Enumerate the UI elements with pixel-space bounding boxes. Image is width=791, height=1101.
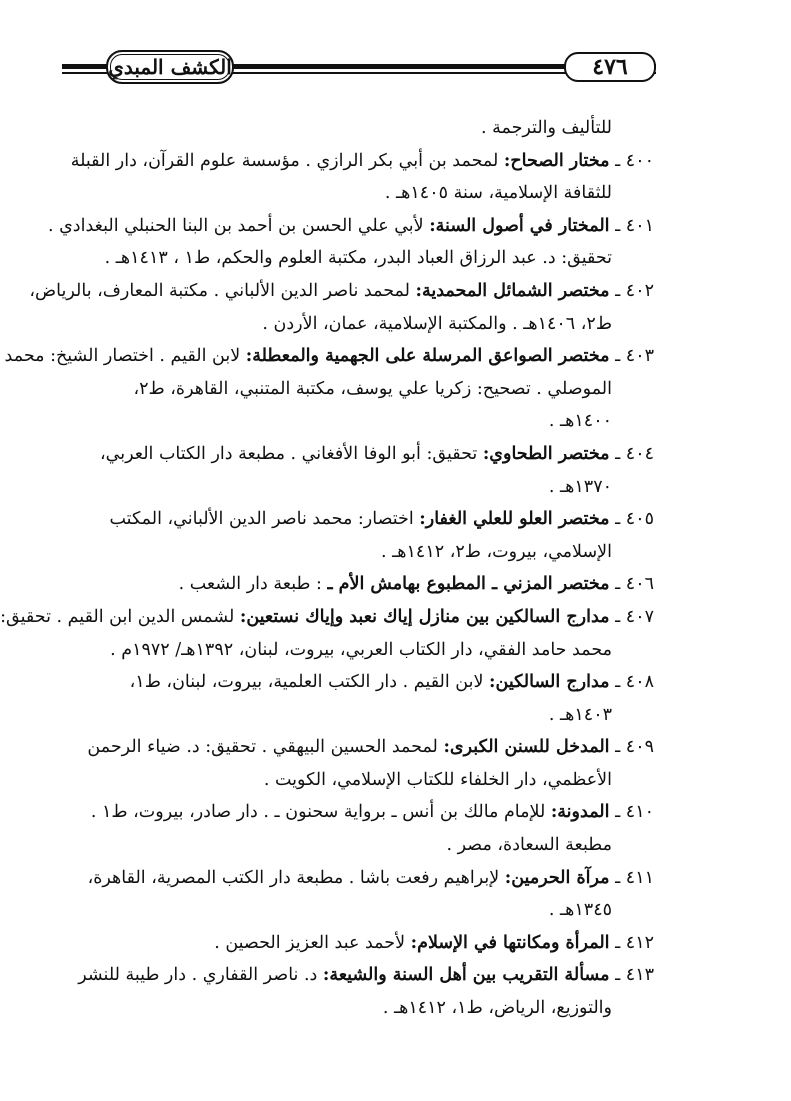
entry-first-line (60, 568, 654, 601)
entry-continuation-line: الأعظمي، دار الخلفاء للكتاب الإسلامي، الكويت . (263, 769, 612, 790)
entry-title: مختصر المزني ـ المطبوع بهامش الأم ـ (327, 574, 610, 595)
bibliography-entry (47, 210, 654, 275)
entry-number: ٤٠٩ ـ (615, 737, 654, 758)
entry-number: ٤٠٣ ـ (615, 346, 654, 367)
intro-line-text: للتأليف والترجمة . (480, 118, 612, 138)
bibliography-entry (0, 601, 654, 666)
entry-continuation-line: ط٢، ١٤٠٦هـ . والمكتبة الإسلامية، عمان، الأردن . (262, 313, 612, 334)
bibliography-entry (29, 275, 654, 340)
entry-text: لأحمد عبد العزيز الحصين . (214, 932, 411, 953)
entry-first-line (60, 862, 654, 895)
entry-text: د. ناصر القفاري . دار طيبة للنشر (78, 965, 323, 986)
bibliography-entry (60, 145, 654, 210)
entry-continuation-line: الإسلامي، بيروت، ط٢، ١٤١٢هـ . (381, 541, 612, 562)
entry-number: ٤١٣ ـ (615, 965, 654, 986)
bibliography-entry (60, 959, 654, 1024)
entry-title: المختار في أصول السنة: (429, 215, 610, 236)
entry-number: ٤٠٧ ـ (615, 606, 654, 627)
entry-continuation-line: الموصلي . تصحيح: زكريا علي يوسف، مكتبة المتنبي، القاهرة، ط٢، (133, 378, 612, 399)
entry-title: مختصر العلو للعلي الغفار: (419, 509, 610, 530)
entry-first-line (60, 927, 654, 960)
entry-number: ٤٠١ ـ (615, 215, 654, 236)
page-number-text: ٤٧٦ (592, 54, 628, 80)
entry-continuation-line: والتوزيع، الرياض، ط١، ١٤١٢هـ . (382, 998, 612, 1019)
entry-number: ٤١٠ ـ (615, 802, 654, 823)
running-title-text: الكشف المبدي (108, 55, 232, 79)
entry-first-line (60, 959, 654, 992)
entry-continuation-line: محمد حامد الفقي، دار الكتاب العربي، بيروت، لبنان، ١٣٩٢هـ/ ١٩٧٢م . (110, 639, 612, 660)
entry-continuation-line: مطبعة السعادة، مصر . (446, 835, 612, 856)
entry-number: ٤٠٠ ـ (615, 150, 654, 171)
entry-number: ٤١١ ـ (615, 867, 654, 888)
entry-first-line (60, 438, 654, 471)
entry-first-line (60, 503, 654, 536)
bibliography-entry (60, 731, 654, 796)
entry-first-line (60, 796, 654, 829)
entry-continuation-line: ١٣٧٠هـ . (548, 476, 612, 497)
entry-title: مرآة الحرمين: (504, 867, 610, 888)
intro-line (60, 112, 654, 145)
entry-text: لإبراهيم رفعت باشا . مطبعة دار الكتب المصرية، القاهرة، (87, 867, 505, 888)
entry-first-line (47, 210, 654, 243)
bibliography-entry (60, 503, 654, 568)
entry-title: مختصر الشمائل المحمدية: (415, 280, 610, 301)
entry-continuation-line: ١٤٠٠هـ . (548, 411, 612, 432)
bibliography-entry (60, 862, 654, 927)
entry-text: لابن القيم . اختصار الشيخ: محمد (4, 346, 246, 367)
bibliography-entry (60, 438, 654, 503)
entry-title: مدارج السالكين بين منازل إياك نعبد وإياك نستعين: (239, 606, 610, 627)
entry-number: ٤٠٥ ـ (615, 509, 654, 530)
entry-number: ٤٠٢ ـ (615, 280, 654, 301)
running-title (106, 50, 234, 84)
entry-continuation-line: للثقافة الإسلامية، سنة ١٤٠٥هـ . (384, 183, 612, 204)
entry-first-line (0, 601, 654, 634)
entry-text: لابن القيم . دار الكتب العلمية، بيروت، لبنان، ط١، (129, 672, 490, 693)
entry-text: : طبعة دار الشعب . (178, 574, 328, 595)
entry-title: مختصر الطحاوي: (482, 443, 610, 464)
entry-continuation-line: ١٣٤٥هـ . (548, 900, 612, 921)
bibliography-entry (4, 340, 654, 438)
entry-number: ٤٠٦ ـ (615, 574, 654, 595)
bibliography-entry (60, 927, 654, 960)
entry-first-line (29, 275, 654, 308)
entry-first-line (60, 731, 654, 764)
entry-text: لمحمد الحسين البيهقي . تحقيق: د. ضياء الرحمن (87, 737, 444, 758)
page-header (62, 48, 656, 88)
entry-text: تحقيق: أبو الوفا الأفغاني . مطبعة دار الكتاب العربي، (99, 443, 483, 464)
entry-text: لمحمد بن أبي بكر الرازي . مؤسسة علوم القرآن، دار القبلة (70, 150, 504, 171)
entry-first-line (4, 340, 654, 373)
entry-first-line (60, 145, 654, 178)
entry-title: مختصر الصواعق المرسلة على الجهمية والمعطلة: (245, 346, 610, 367)
entry-text: لمحمد ناصر الدين الألباني . مكتبة المعارف، بالرياض، (29, 280, 416, 301)
entries (0, 145, 654, 1025)
entry-title: مدارج السالكين: (489, 672, 610, 693)
bibliography-entry (60, 666, 654, 731)
entry-text: لشمس الدين ابن القيم . تحقيق: (0, 606, 240, 627)
bibliography-entry (60, 796, 654, 861)
entry-continuation-line: ١٤٠٣هـ . (548, 704, 612, 725)
entry-text: اختصار: محمد ناصر الدين الألباني، المكتب (109, 509, 420, 530)
entry-number: ٤٠٨ ـ (615, 672, 654, 693)
entry-title: مسألة التقريب بين أهل السنة والشيعة: (322, 965, 610, 986)
entry-title: المدخل للسنن الكبرى: (443, 737, 610, 758)
entry-number: ٤١٢ ـ (615, 932, 654, 953)
entry-text: لأبي علي الحسن بن أحمد بن البنا الحنبلي البغدادي . (47, 215, 430, 236)
entry-number: ٤٠٤ ـ (615, 443, 654, 464)
entry-title: المدونة: (550, 802, 610, 823)
entry-text: للإمام مالك بن أنس ـ برواية سحنون ـ . دار صادر، بيروت، ط١ . (90, 802, 551, 823)
entry-title: مختار الصحاح: (503, 150, 610, 171)
bibliography-entry (60, 568, 654, 601)
page-number (564, 52, 656, 82)
bibliography-list (0, 112, 654, 1025)
entry-first-line (60, 666, 654, 699)
entry-continuation-line: تحقيق: د. عبد الرزاق العباد البدر، مكتبة العلوم والحكم، ط١ ، ١٤١٣هـ . (104, 248, 612, 269)
entry-title: المرأة ومكانتها في الإسلام: (410, 932, 610, 953)
